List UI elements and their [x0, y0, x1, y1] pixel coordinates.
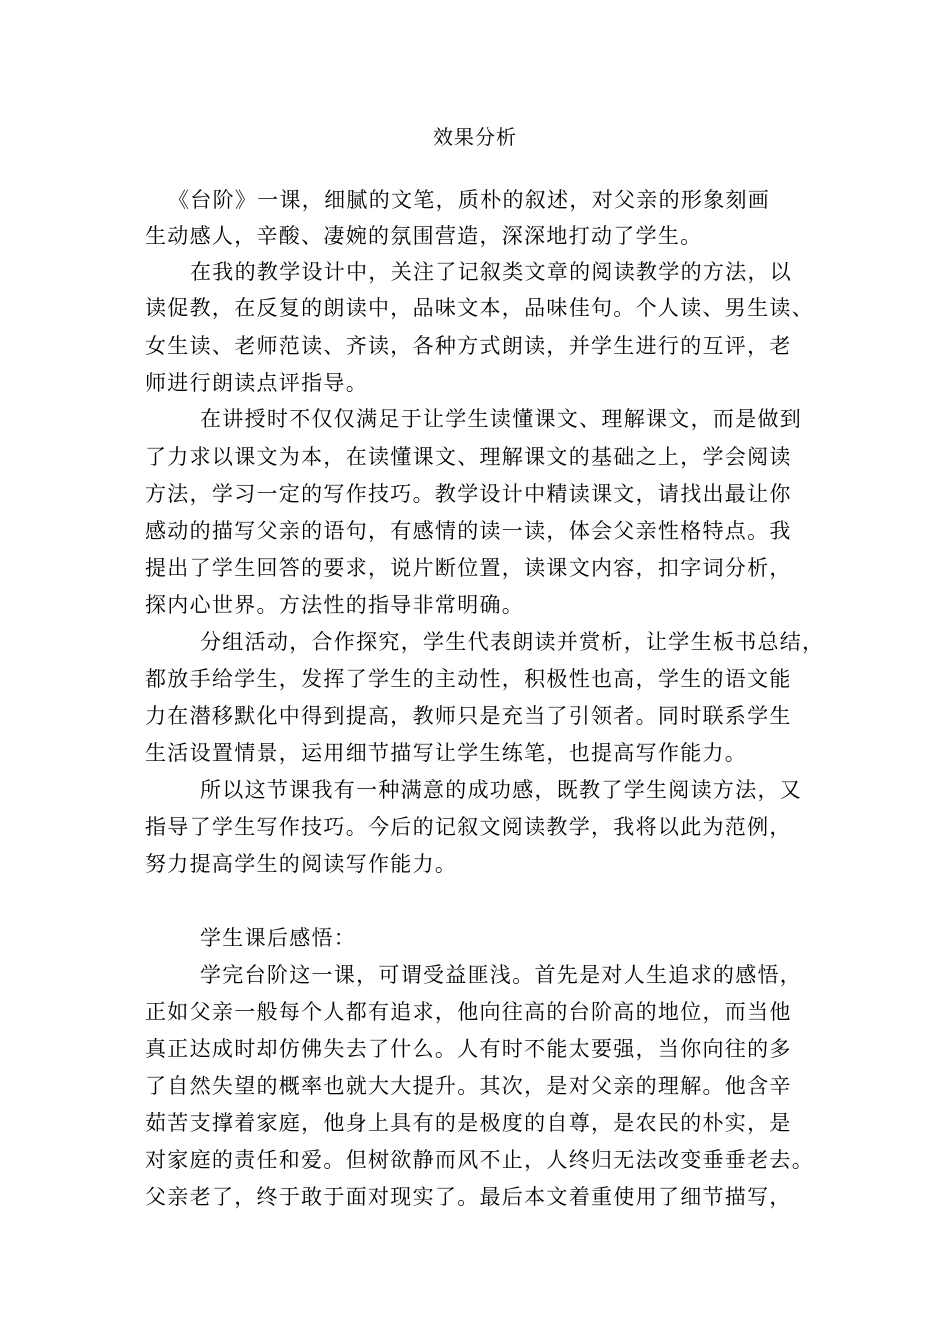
text-line: 感动的描写父亲的语句，有感情的读一读，体会父亲性格特点。我 — [145, 519, 792, 543]
text-line: 生活设置情景，运用细节描写让学生练笔，也提高写作能力。 — [145, 741, 748, 765]
text-line: 真正达成时却仿佛失去了什么。人有时不能太要强，当你向往的多 — [145, 1037, 792, 1061]
text-line: 在我的教学设计中，关注了记叙类文章的阅读教学的方法，以 — [190, 260, 793, 284]
text-line: 生动感人，辛酸、凄婉的氛围营造，深深地打动了学生。 — [145, 224, 703, 248]
text-line: 在讲授时不仅仅满足于让学生读懂课文、理解课文，而是做到 — [200, 407, 803, 431]
text-line: 力在潜移默化中得到提高，教师只是充当了引领者。同时联系学生 — [145, 704, 792, 728]
text-line: 正如父亲一般每个人都有追求，他向往高的台阶高的地位，而当他 — [145, 1000, 792, 1024]
text-line: 所以这节课我有一种满意的成功感，既教了学生阅读方法，又 — [200, 778, 803, 802]
text-line: 父亲老了，终于敢于面对现实了。最后本文着重使用了细节描写， — [145, 1185, 792, 1209]
text-line: 方法，学习一定的写作技巧。教学设计中精读课文，请找出最让你 — [145, 482, 792, 506]
text-line: 对家庭的责任和爱。但树欲静而风不止，人终归无法改变垂垂老去。 — [145, 1148, 814, 1172]
text-line: 分组活动，合作探究，学生代表朗读并赏析，让学生板书总结， — [200, 630, 825, 654]
section-heading: 学生课后感悟： — [200, 926, 357, 950]
text-line: 提出了学生回答的要求，说片断位置，读课文内容，扣字词分析， — [145, 556, 792, 580]
page-title: 效果分析 — [433, 125, 517, 149]
text-line: 指导了学生写作技巧。今后的记叙文阅读教学，我将以此为范例， — [145, 815, 792, 839]
text-line: 努力提高学生的阅读写作能力。 — [145, 852, 458, 876]
text-line: 了自然失望的概率也就大大提升。其次，是对父亲的理解。他含辛 — [145, 1074, 792, 1098]
text-line: 茹苦支撑着家庭，他身上具有的是极度的自尊，是农民的朴实，是 — [145, 1111, 792, 1135]
text-line: 女生读、老师范读、齐读，各种方式朗读，并学生进行的互评，老 — [145, 334, 792, 358]
text-line: 了力求以课文为本，在读懂课文、理解课文的基础之上，学会阅读 — [145, 445, 792, 469]
text-line: 探内心世界。方法性的指导非常明确。 — [145, 593, 525, 617]
text-line: 《台阶》一课，细腻的文笔，质朴的叙述，对父亲的形象刻画 — [168, 188, 771, 212]
text-line: 师进行朗读点评指导。 — [145, 371, 368, 395]
text-line: 都放手给学生，发挥了学生的主动性，积极性也高，学生的语文能 — [145, 667, 792, 691]
text-line: 读促教，在反复的朗读中，品味文本，品味佳句。个人读、男生读、 — [145, 296, 814, 320]
text-line: 学完台阶这一课，可谓受益匪浅。首先是对人生追求的感悟， — [200, 963, 803, 987]
